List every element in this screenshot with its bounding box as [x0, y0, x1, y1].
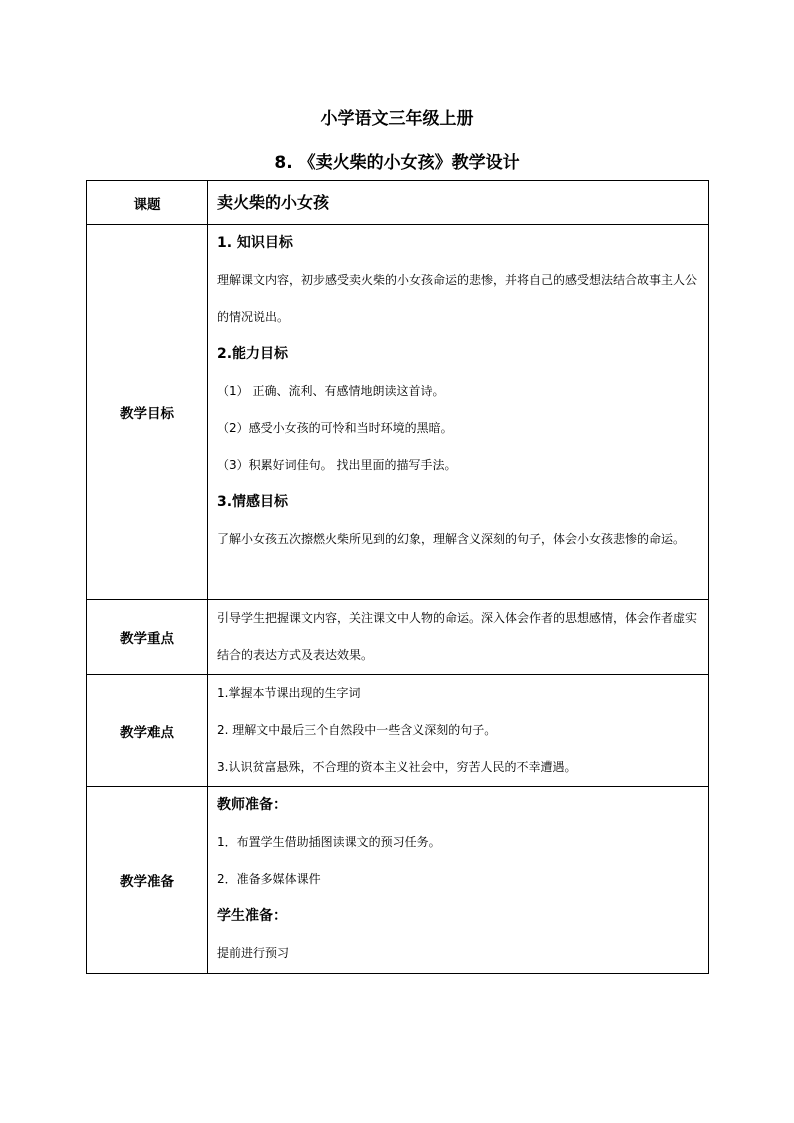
- objectives-cell: [208, 225, 709, 600]
- lesson-plan-table: [86, 180, 709, 974]
- ability-item: （2）感受小女孩的可怜和当时环境的黑暗。: [217, 421, 453, 435]
- ability-item: （1） 正确、流利、有感情地朗读这首诗。: [217, 384, 445, 398]
- key-points-text: 引导学生把握课文内容，关注课文中人物的命运。深入体会作者的思想感情，体会作者虚实结合的表达方式及表达效果。: [217, 611, 698, 662]
- table-row-topic: [87, 181, 709, 225]
- knowledge-heading: 1. 知识目标: [217, 235, 293, 251]
- document-title: 小学语文三年级上册: [320, 109, 474, 129]
- teacher-prep-item: 2．准备多媒体课件: [217, 872, 321, 886]
- objectives-label: 教学目标: [87, 225, 208, 600]
- emotion-heading: 3.情感目标: [217, 494, 289, 510]
- ability-item: （3）积累好词佳句。 找出里面的描写手法。: [217, 458, 457, 472]
- table-row-key-points: [87, 600, 709, 675]
- student-prep-text: 提前进行预习: [217, 946, 290, 960]
- ability-heading: 2.能力目标: [217, 346, 289, 362]
- topic-value: 卖火柴的小女孩: [217, 193, 330, 212]
- knowledge-text: 理解课文内容，初步感受卖火柴的小女孩命运的悲惨，并将自己的感受想法结合故事主人公的情况说出。: [217, 273, 698, 324]
- teacher-prep-heading: 教师准备：: [217, 797, 287, 813]
- emotion-text: 了解小女孩五次擦燃火柴所见到的幻象，理解含义深刻的句子，体会小女孩悲惨的命运。: [217, 532, 686, 546]
- table-row-preparation: [87, 787, 709, 974]
- difficulty-item: 1.掌握本节课出现的生字词: [217, 686, 361, 700]
- difficulties-cell: [208, 675, 709, 787]
- key-points-cell: [208, 600, 709, 675]
- key-points-label: 教学重点: [87, 600, 208, 675]
- student-prep-heading: 学生准备：: [217, 908, 287, 924]
- topic-label: 课题: [87, 181, 208, 225]
- preparation-cell: [208, 787, 709, 974]
- difficulties-label: 教学难点: [87, 675, 208, 787]
- table-row-objectives: [87, 225, 709, 600]
- difficulty-item: 2. 理解文中最后三个自然段中一些含义深刻的句子。: [217, 723, 497, 737]
- preparation-label: 教学准备: [87, 787, 208, 974]
- teacher-prep-item: 1．布置学生借助插图读课文的预习任务。: [217, 835, 441, 849]
- difficulty-item: 3.认识贫富悬殊，不合理的资本主义社会中，穷苦人民的不幸遭遇。: [217, 760, 577, 774]
- table-row-difficulties: [87, 675, 709, 787]
- document-subtitle: 8. 《卖火柴的小女孩》教学设计: [274, 153, 520, 173]
- topic-cell: [208, 181, 709, 225]
